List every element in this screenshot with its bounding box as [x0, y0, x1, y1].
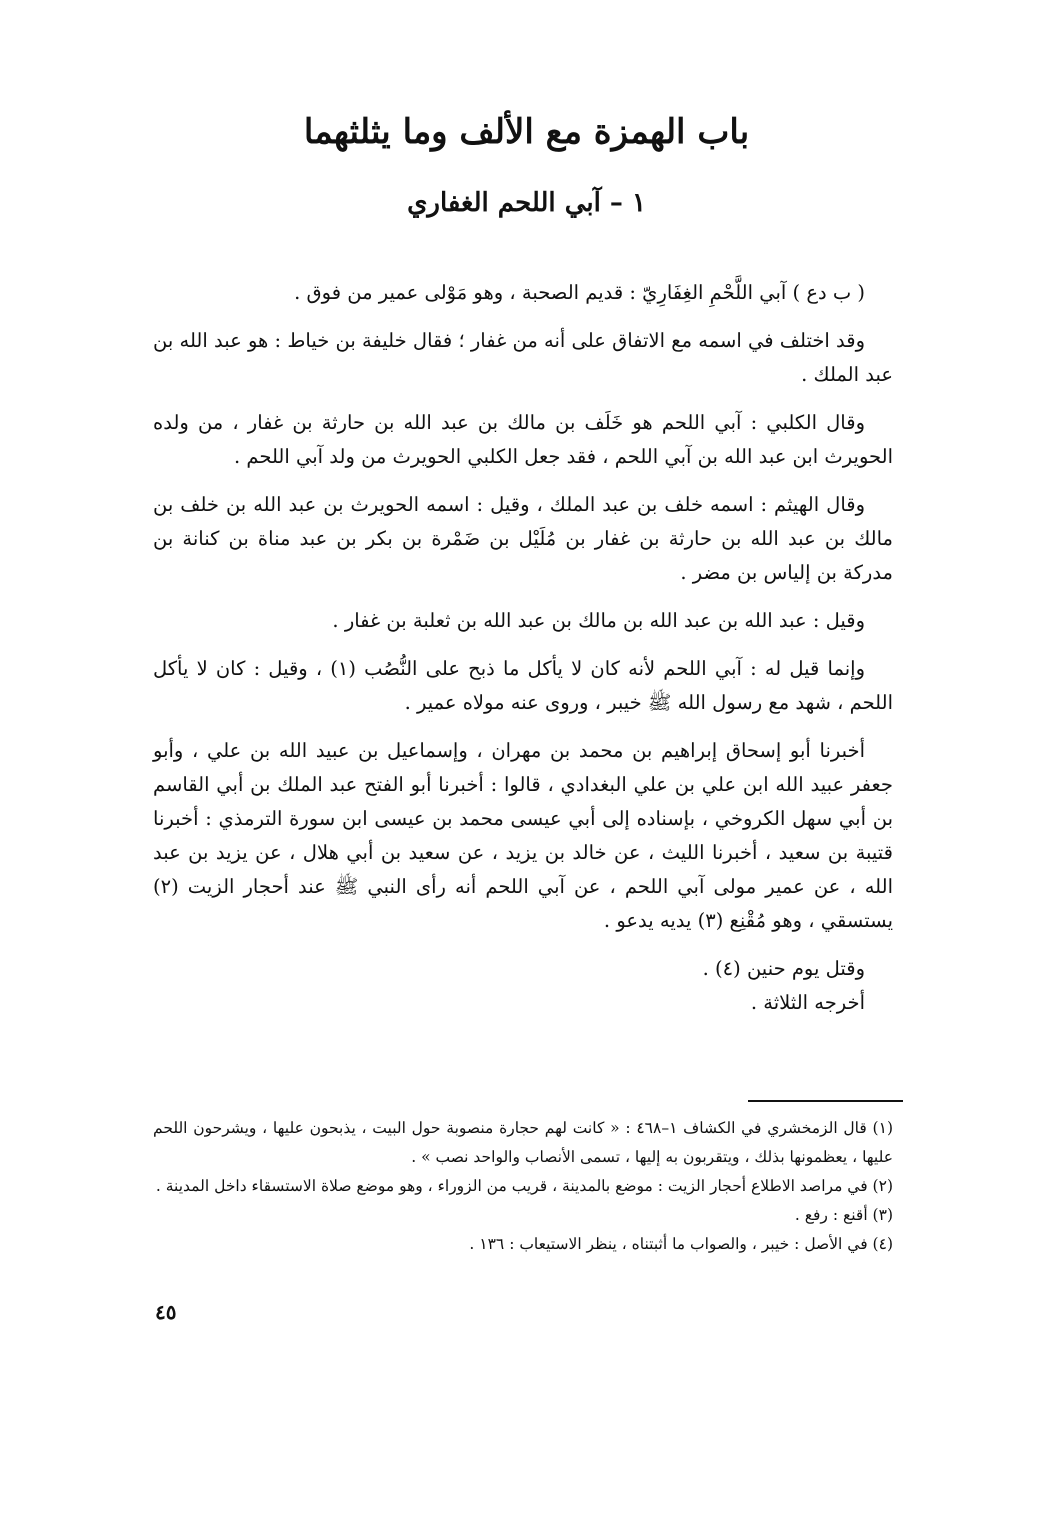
footnote-divider [748, 1100, 903, 1102]
main-text [153, 276, 893, 1020]
paragraph: ( ب دع ) آبي اللَّحْمِ الغِفَارِيّ : قديم الصحبة ، وهو مَوْلى عمير من فوق . [294, 281, 865, 304]
footnote: (٤) في الأصل : خيبر ، والصواب ما أثبتناه ، ينظر الاستيعاب : ١٣٦ . [469, 1235, 893, 1253]
chapter-title: باب الهمزة مع الألف وما يثلثهما [303, 112, 750, 152]
paragraph: وقال الهيثم : اسمه خلف بن عبد الملك ، وقيل : اسمه الحويرث بن عبد الله بن خلف بن مالك بن عبد الله بن حارثة بن غفار بن مُلَيْل بن ضَمْرة بن بكر بن عبد مناة بن كنانة بن مدركة بن إلياس بن مضر . [153, 493, 893, 584]
footnote: (٢) في مراصد الاطلاع أحجار الزيت : موضع بالمدينة ، قريب من الزوراء ، وهو موضع صلاة الاستسقاء داخل المدينة . [155, 1177, 893, 1195]
paragraph: وإنما قيل له : آبي اللحم لأنه كان لا يأكل ما ذبح على النُّصُب (١) ، وقيل : كان لا يأكل اللحم ، شهد مع رسول الله ﷺ خيبر ، وروى عنه مولاه عمير . [153, 657, 893, 714]
paragraph: وقال الكلبي : آبي اللحم هو خَلَف بن مالك بن عبد الله بن حارثة بن غفار ، من ولده الحويرث ابن عبد الله بن آبي اللحم ، فقد جعل الكلبي الحويرث من ولد آبي اللحم . [153, 411, 893, 468]
paragraph: وقد اختلف في اسمه مع الاتفاق على أنه من غفار ؛ فقال خليفة بن خياط : هو عبد الله بن عبد الملك . [153, 329, 893, 386]
paragraph: أخبرنا أبو إسحاق إبراهيم بن محمد بن مهران ، وإسماعيل بن عبيد الله بن علي ، وأبو جعفر عبيد الله ابن علي بن علي البغدادي ، قالوا : أخبرنا أبو الفتح عبد الملك بن أبي القاسم بن أبي سهل الكروخي ، بإسناده إلى أبي عيسى محمد بن عيسى ابن سورة الترمذي : أخبرنا قتيبة بن سعيد ، أخبرنا الليث ، عن خالد بن يزيد ، عن سعيد بن أبي هلال ، عن يزيد بن عبد الله ، عن عمير مولى آبي اللحم ، عن آبي اللحم أنه رأى النبي ﷺ عند أحجار الزيت (٢) يستسقي ، وهو مُقْنِع (٣) يديه يدعو . [153, 739, 893, 932]
page-number: ٤٥ [155, 1300, 177, 1324]
paragraph: وقيل : عبد الله بن عبد الله بن مالك بن عبد الله بن ثعلبة بن غفار . [332, 609, 865, 632]
closing-line: أخرجه الثلاثة . [750, 991, 865, 1014]
closing-line: وقتل يوم حنين (٤) . [702, 957, 865, 980]
footnotes [153, 1114, 893, 1259]
footnote: (٣) أقنع : رفع . [794, 1206, 893, 1224]
entry-heading: ١ – آبي اللحم الغفاري [407, 188, 646, 218]
footnote: (١) قال الزمخشري في الكشاف ١–٤٦٨ : « كانت لهم حجارة منصوبة حول البيت ، يذبحون عليها ، ويشرحون اللحم عليها ، يعظمونها بذلك ، ويتقربون به إليها ، تسمى الأنصاب والواحد نصب » . [153, 1119, 893, 1166]
